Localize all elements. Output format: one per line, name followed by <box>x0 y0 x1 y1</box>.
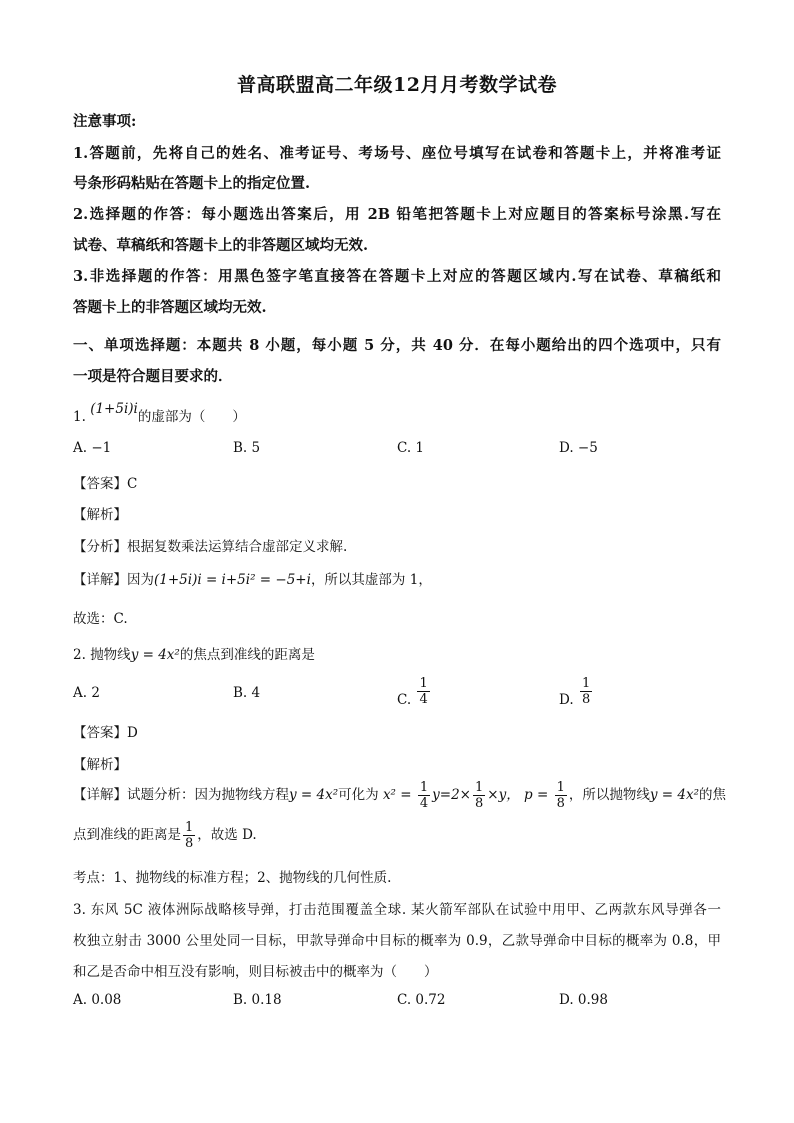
q2-detail-end: 的焦 <box>699 787 726 803</box>
q2-detail-mid1: 可化为 <box>338 787 379 803</box>
q2-detail-expr2b: y=2× <box>432 787 471 803</box>
q1-detail-expression: (1+5i)i = i+5i² = −5+i <box>154 572 311 588</box>
q2-detail-line2-suffix: ，故选 D. <box>197 827 257 843</box>
q1-number: 1. <box>73 409 86 425</box>
q3-line2: 枚独立射击 3000 公里处同一目标，甲款导弹命中目标的概率为 0.9，乙款导弹命中目标的概率为 0.8，甲 <box>73 933 721 949</box>
q2-option-c-numerator: 1 <box>419 676 428 691</box>
q2-option-d-fraction <box>580 676 592 707</box>
notice-item1-line1: 1.答题前，先将自己的姓名、准考证号、考场号、座位号填写在试卷和答题卡上，并将准考证 <box>73 145 721 162</box>
q1-option-a: A. −1 <box>73 440 112 456</box>
q2-frac-p: $\frac{1}{8}$ <box>556 780 565 811</box>
q2-frac-eighth: $\frac{1}{8}$ <box>475 780 484 811</box>
q2-option-c-denominator: 4 <box>419 692 428 707</box>
notice-item2-line1: 2.选择题的作答：每小题选出答案后，用 2B 铅笔把答题卡上对应题目的答案标号涂黑.写在 <box>73 206 721 223</box>
q2-detail-line2-prefix: 点到准线的距离是 <box>73 827 181 843</box>
q1-option-b: B. 5 <box>233 440 261 456</box>
q2-option-d-label: D. <box>559 692 574 708</box>
q3-line1: 3. 东风 5C 液体洲际战略核导弹，打击范围覆盖全球. 某火箭军部队在试验中用甲、乙两款东风导弹各一 <box>73 902 721 918</box>
notice-item1-line2: 号条形码粘贴在答题卡上的指定位置. <box>73 175 311 192</box>
notice-heading: 注意事项: <box>73 113 137 130</box>
q2-option-a: A. 2 <box>73 685 100 701</box>
q1-detail <box>73 568 432 588</box>
q2-stem-prefix: 抛物线 <box>90 647 131 663</box>
q1-option-c: C. 1 <box>397 440 425 456</box>
q2-answer: 【答案】D <box>73 725 138 741</box>
q1-answer: 【答案】C <box>73 476 138 492</box>
q2-option-c <box>397 676 432 707</box>
q2-analysis: 【解析】 <box>73 757 127 773</box>
q2-option-b: B. 4 <box>233 685 261 701</box>
q2-detail-expr2a: x² = <box>382 787 412 803</box>
q2-detail-expr2c: ×y， <box>487 787 520 803</box>
q2-frac-distance: $\frac{1}{8}$ <box>185 820 194 851</box>
q2-detail-expr1: y = 4x² <box>289 787 339 803</box>
q2-option-d-denominator: 8 <box>581 692 591 707</box>
q2-detail-expr4: y = 4x² <box>649 787 699 803</box>
q1-fenxi: 【分析】根据复数乘法运算结合虚部定义求解. <box>73 539 348 555</box>
q1-conclusion: 故选：C. <box>73 611 128 627</box>
q2-detail-mid2: ，所以抛物线 <box>568 787 650 803</box>
q1-detail-suffix: ，所以其虚部为 1， <box>310 572 432 588</box>
q2-option-d <box>559 676 594 707</box>
q1-stem-text: 的虚部为（ ） <box>137 409 246 425</box>
q2-detail-line1 <box>73 780 726 811</box>
q1-option-d: D. −5 <box>559 440 598 456</box>
q2-stem-suffix: 的焦点到准线的距离是 <box>179 647 315 663</box>
q3-option-b: B. 0.18 <box>233 992 282 1008</box>
q2-number: 2. <box>73 647 86 663</box>
q1-detail-prefix: 【详解】因为 <box>73 572 154 588</box>
q2-option-c-fraction <box>417 676 429 707</box>
exam-title: 普高联盟高二年级12月月考数学试卷 <box>237 74 557 96</box>
q1-expression: (1+5i)i <box>90 401 138 417</box>
notice-item3-line2: 答题卡上的非答题区域均无效. <box>73 299 267 316</box>
section1-line1: 一、单项选择题：本题共 8 小题，每小题 5 分，共 40 分．在每小题给出的四个选项中，只有 <box>73 337 721 354</box>
q2-stem <box>73 643 315 663</box>
q3-option-d: D. 0.98 <box>559 992 608 1008</box>
q2-detail-line2 <box>73 820 257 851</box>
q1-analysis: 【解析】 <box>73 507 127 523</box>
notice-item3-line1: 3.非选择题的作答：用黑色签字笔直接答在答题卡上对应的答题区域内.写在试卷、草稿纸和 <box>73 268 721 285</box>
notice-item2-line2: 试卷、草稿纸和答题卡上的非答题区域均无效. <box>73 237 369 254</box>
section1-line2: 一项是符合题目要求的． <box>73 368 233 385</box>
q2-option-c-label: C. <box>397 692 412 708</box>
q2-option-d-numerator: 1 <box>581 676 591 691</box>
q2-stem-expression: y = 4x² <box>130 647 180 663</box>
q2-frac-quarter: $\frac{1}{4}$ <box>419 780 429 811</box>
q2-kaodian: 考点：1、抛物线的标准方程；2、抛物线的几何性质. <box>73 870 392 886</box>
q3-line3: 和乙是否命中相互没有影响，则目标被击中的概率为（ ） <box>73 964 438 980</box>
q1-stem <box>73 401 246 425</box>
q2-detail-expr3: p = <box>524 787 549 803</box>
q3-option-a: A. 0.08 <box>73 992 122 1008</box>
q3-option-c: C. 0.72 <box>397 992 446 1008</box>
q2-detail-prefix: 【详解】试题分析：因为抛物线方程 <box>73 787 289 803</box>
